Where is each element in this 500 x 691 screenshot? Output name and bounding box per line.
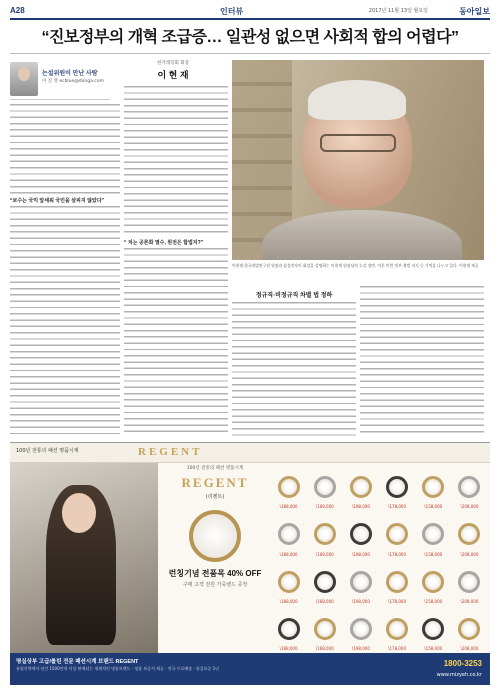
watch-product[interactable]: \168,000 <box>308 607 341 651</box>
columnist-title: 논설위원이 만난 사람 <box>42 71 98 77</box>
ad-bottom-title: 명실상부 고급/롤린 전문 패션시계 브랜드 REGENT <box>16 659 139 665</box>
interviewee-role: 한겨레학회 회장 <box>157 61 189 66</box>
ad-sale-sub: 구매 고객 전원 가죽밴드 증정 <box>182 582 248 588</box>
watch-icon <box>458 618 480 640</box>
watch-product[interactable]: \198,000 <box>344 607 377 651</box>
ad-bottom-banner <box>10 653 490 685</box>
watch-icon <box>350 523 372 545</box>
ad-center-korean: (리젠트) <box>205 494 225 500</box>
watch-icon <box>386 476 408 498</box>
article-column-2 <box>124 86 228 436</box>
ad-center-brand: REGENT <box>181 475 249 490</box>
watch-icon <box>189 510 241 562</box>
ad-model-photo <box>10 463 158 653</box>
watch-product[interactable]: \208,000 <box>453 607 486 651</box>
watch-product[interactable]: \178,000 <box>381 465 414 509</box>
ad-brand-logo: REGENT <box>138 446 203 458</box>
watch-icon <box>350 571 372 593</box>
watch-icon <box>422 571 444 593</box>
watch-product[interactable]: \188,000 <box>272 560 305 604</box>
newspaper-logo: 동아일보 <box>459 7 490 16</box>
watch-icon <box>314 618 336 640</box>
watch-product[interactable]: \168,000 <box>308 465 341 509</box>
issue-date: 2017년 11월 13일 월요일 <box>368 8 428 14</box>
photo-caption: 이현재 한국개발연구원 원장과 삼성전자이 회장을 설명하는 이현재 원장님의 소감 장면. 이후 이번 정부 출범 지지 등 기억을 나누고 있다. 이현재 제공 <box>232 263 479 268</box>
watch-product[interactable]: \178,000 <box>381 512 414 556</box>
watch-product[interactable]: \158,000 <box>417 512 450 556</box>
watch-icon <box>278 476 300 498</box>
watch-icon <box>350 618 372 640</box>
watch-product[interactable]: \198,000 <box>344 465 377 509</box>
ad-center-small: 100년 전통의 패션 명품시계 <box>186 466 244 471</box>
columnist-photo <box>10 62 38 96</box>
watch-icon <box>314 571 336 593</box>
watch-product[interactable]: \158,000 <box>417 465 450 509</box>
watch-icon <box>278 571 300 593</box>
page-number: A28 <box>10 6 25 15</box>
interviewee-label <box>118 60 228 81</box>
watch-icon <box>386 571 408 593</box>
watch-product[interactable]: \198,000 <box>344 560 377 604</box>
watch-icon <box>386 523 408 545</box>
interviewee-name: 이 현 재 <box>157 70 189 80</box>
article-column-1 <box>10 104 120 436</box>
columnist-email: 이 진 영 ecblue@donga.com <box>42 79 104 84</box>
watch-icon <box>278 618 300 640</box>
watch-product[interactable]: \168,000 <box>308 560 341 604</box>
watch-product[interactable]: \188,000 <box>272 465 305 509</box>
watch-product[interactable]: \158,000 <box>417 560 450 604</box>
watch-product[interactable]: \208,000 <box>453 560 486 604</box>
ad-phone-number[interactable]: 1800-3253 <box>443 659 482 668</box>
columnist-box <box>10 60 110 100</box>
subhead-3: 정규직·비정규직 차별 법 정하 <box>255 293 333 299</box>
ad-center-panel <box>162 465 268 651</box>
ad-bottom-text: 유럽진역에서 년간 1500만개 이상 판매되는 세계적인 명품브랜드 · 정품 보증서 제공 · 전국 무료배송 · 품질보증 1년 <box>16 666 220 671</box>
watch-icon <box>458 476 480 498</box>
subhead-2: “ 치는 공론화 열수, 원전은 합법지?” <box>124 240 204 246</box>
ad-brand-bar <box>10 443 490 463</box>
watch-icon <box>314 523 336 545</box>
regent-advertisement[interactable] <box>10 442 490 685</box>
article-column-3 <box>232 286 356 436</box>
interview-photo <box>232 60 484 260</box>
ad-sale-title: 런칭기념 전품목 40% OFF <box>168 569 262 578</box>
article-column-4 <box>360 286 484 436</box>
watch-icon <box>278 523 300 545</box>
watch-icon <box>422 618 444 640</box>
watch-icon <box>422 476 444 498</box>
headline: “진보정부의 개혁 조급증… 일관성 없으면 사회적 합의 어렵다” <box>10 26 490 54</box>
watch-product[interactable]: \208,000 <box>453 465 486 509</box>
watch-icon <box>314 476 336 498</box>
ad-website-link[interactable]: www.mizyeh.co.kr <box>436 672 482 678</box>
watch-icon <box>422 523 444 545</box>
watch-icon <box>350 476 372 498</box>
watch-product[interactable]: \178,000 <box>381 560 414 604</box>
ad-tagline: 100년 전통의 패션 명품시계 <box>16 448 79 454</box>
watch-product[interactable]: \188,000 <box>272 512 305 556</box>
watch-product-grid <box>272 465 486 651</box>
watch-product[interactable]: \208,000 <box>453 512 486 556</box>
watch-product[interactable]: \188,000 <box>272 607 305 651</box>
watch-product[interactable]: \198,000 <box>344 512 377 556</box>
watch-icon <box>386 618 408 640</box>
watch-product[interactable]: \158,000 <box>417 607 450 651</box>
watch-product[interactable]: \168,000 <box>308 512 341 556</box>
watch-product[interactable]: \178,000 <box>381 607 414 651</box>
section-title: 인터뷰 <box>220 7 244 16</box>
page-header <box>10 6 490 20</box>
subhead-1: “보수는 국익 앞세워 국민을 살피지 않았다” <box>10 198 105 204</box>
watch-icon <box>458 571 480 593</box>
watch-icon <box>458 523 480 545</box>
